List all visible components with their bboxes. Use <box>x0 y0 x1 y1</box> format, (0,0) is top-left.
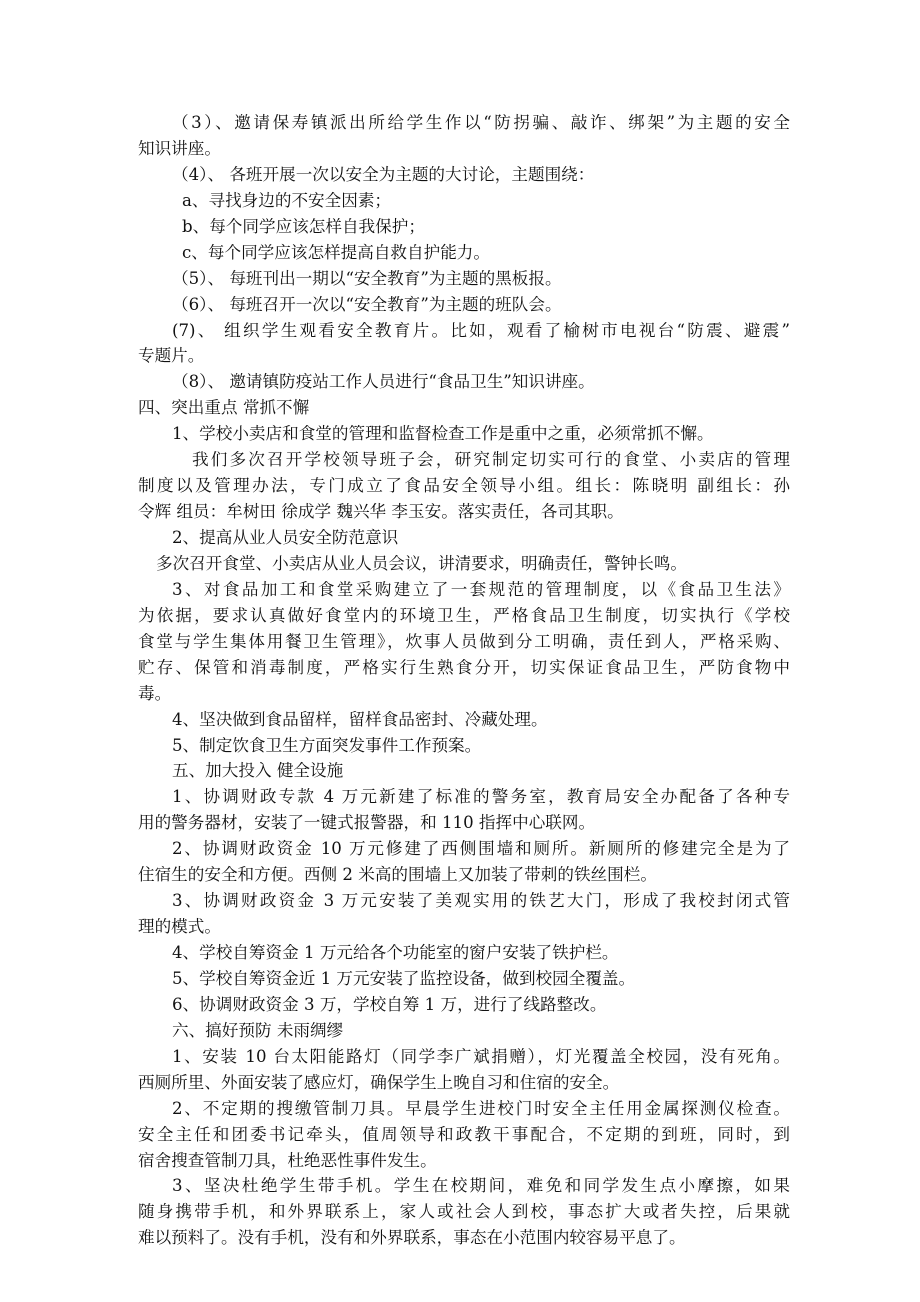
text-line: （6）、 每班召开一次以“安全教育”为主题的班队会。 <box>172 294 562 314</box>
document-body <box>138 110 790 1251</box>
text-line: 知识讲座。 <box>138 138 221 158</box>
text-line: 2、不定期的搜缴管制刀具。早晨学生进校门时安全主任用金属探测仪检查。 <box>172 1098 790 1118</box>
text-line: 5、制定饮食卫生方面突发事件工作预案。 <box>172 735 482 755</box>
text-line: （5）、 每班刊出一期以“安全教育”为主题的黑板报。 <box>172 268 562 288</box>
text-line: 3、对食品加工和食堂采购建立了一套规范的管理制度，以《食品卫生法》 <box>172 579 790 599</box>
text-line: c、每个同学应该怎样提高自救自护能力。 <box>182 242 490 262</box>
text-line: 6、协调财政资金 3 万，学校自筹 1 万，进行了线路整改。 <box>172 994 607 1014</box>
text-line: b、每个同学应该怎样自我保护； <box>182 216 425 236</box>
text-line: 制度以及管理办法，专门成立了食品安全领导小组。组长：陈晓明 副组长：孙 <box>138 476 790 496</box>
text-line: 1、协调财政专款 4 万元新建了标准的警务室，教育局安全办配备了各种专 <box>172 787 790 807</box>
text-line: 我们多次召开学校领导班子会，研究制定切实可行的食堂、小卖店的管理 <box>192 450 790 470</box>
text-line: 五、加大投入 健全设施 <box>172 761 344 781</box>
text-line: （3）、邀请保寿镇派出所给学生作以“防拐骗、敲诈、绑架”为主题的安全 <box>172 113 790 132</box>
text-line: 四、突出重点 常抓不懈 <box>138 398 310 418</box>
text-line: 用的警务器材，安装了一键式报警器，和 110 指挥中心联网。 <box>138 813 596 833</box>
text-line: 令辉 组员：牟树田 徐成学 魏兴华 李玉安。落实责任，各司其职。 <box>138 502 624 522</box>
text-line: 1、安装 10 台太阳能路灯（同学李广斌捐赠），灯光覆盖全校园，没有死角。 <box>172 1046 790 1066</box>
text-line: 为依据，要求认真做好食堂内的环境卫生，严格食品卫生制度，切实执行《学校 <box>138 605 790 625</box>
text-line: 随身携带手机，和外界联系上，家人或社会人到校，事态扩大或者失控，后果就 <box>138 1202 790 1222</box>
text-line: 安全主任和团委书记牵头，值周领导和政教干事配合，不定期的到班，同时，到 <box>138 1124 790 1144</box>
text-line: 贮存、保管和消毒制度，严格实行生熟食分开，切实保证食品卫生，严防食物中 <box>138 657 790 677</box>
text-line: 难以预料了。没有手机，没有和外界联系，事态在小范围内较容易平息了。 <box>138 1228 686 1248</box>
text-line: 4、坚决做到食品留样，留样食品密封、冷藏处理。 <box>172 709 548 729</box>
text-line: 4、学校自筹资金 1 万元给各个功能室的窗户安装了铁护栏。 <box>172 943 619 962</box>
text-line: a、寻找身边的不安全因素； <box>182 190 392 210</box>
text-line: 理的模式。 <box>138 917 221 937</box>
text-line: 3、坚决杜绝学生带手机。学生在校期间，难免和同学发生点小摩擦，如果 <box>172 1176 790 1196</box>
text-line: 2、协调财政资金 10 万元修建了西侧围墙和厕所。新厕所的修建完全是为了 <box>172 839 790 859</box>
text-line: （4）、 各班开展一次以安全为主题的大讨论，主题围绕： <box>172 164 595 184</box>
text-line: 专题片。 <box>138 346 205 366</box>
text-line: 住宿生的安全和方便。西侧 2 米高的围墙上又加装了带刺的铁丝围栏。 <box>138 865 657 885</box>
text-line: 六、搞好预防 未雨绸缪 <box>172 1020 344 1040</box>
text-line: 西厕所里、外面安装了感应灯，确保学生上晚自习和住宿的安全。 <box>138 1072 620 1092</box>
text-line: 1、学校小卖店和食堂的管理和监督检查工作是重中之重，必须常抓不懈。 <box>172 424 714 444</box>
text-line: 5、学校自筹资金近 1 万元安装了监控设备，做到校园全覆盖。 <box>172 968 636 988</box>
text-line: 2、提高从业人员安全防范意识 <box>172 528 399 547</box>
text-line: 多次召开食堂、小卖店从业人员会议，讲清要求，明确责任，警钟长鸣。 <box>156 553 687 573</box>
text-line: 宿舍搜查管制刀具，杜绝恶性事件发生。 <box>138 1150 437 1170</box>
text-line: （8）、 邀请镇防疫站工作人员进行“食品卫生”知识讲座。 <box>172 372 595 392</box>
text-line: (7)、 组织学生观看安全教育片。比如，观看了榆树市电视台“防震、避震” <box>172 320 790 340</box>
text-line: 毒。 <box>138 683 172 703</box>
text-line: 3、协调财政资金 3 万元安装了美观实用的铁艺大门，形成了我校封闭式管 <box>172 891 790 911</box>
text-line: 食堂与学生集体用餐卫生管理》，炊事人员做到分工明确，责任到人，严格采购、 <box>138 631 790 651</box>
